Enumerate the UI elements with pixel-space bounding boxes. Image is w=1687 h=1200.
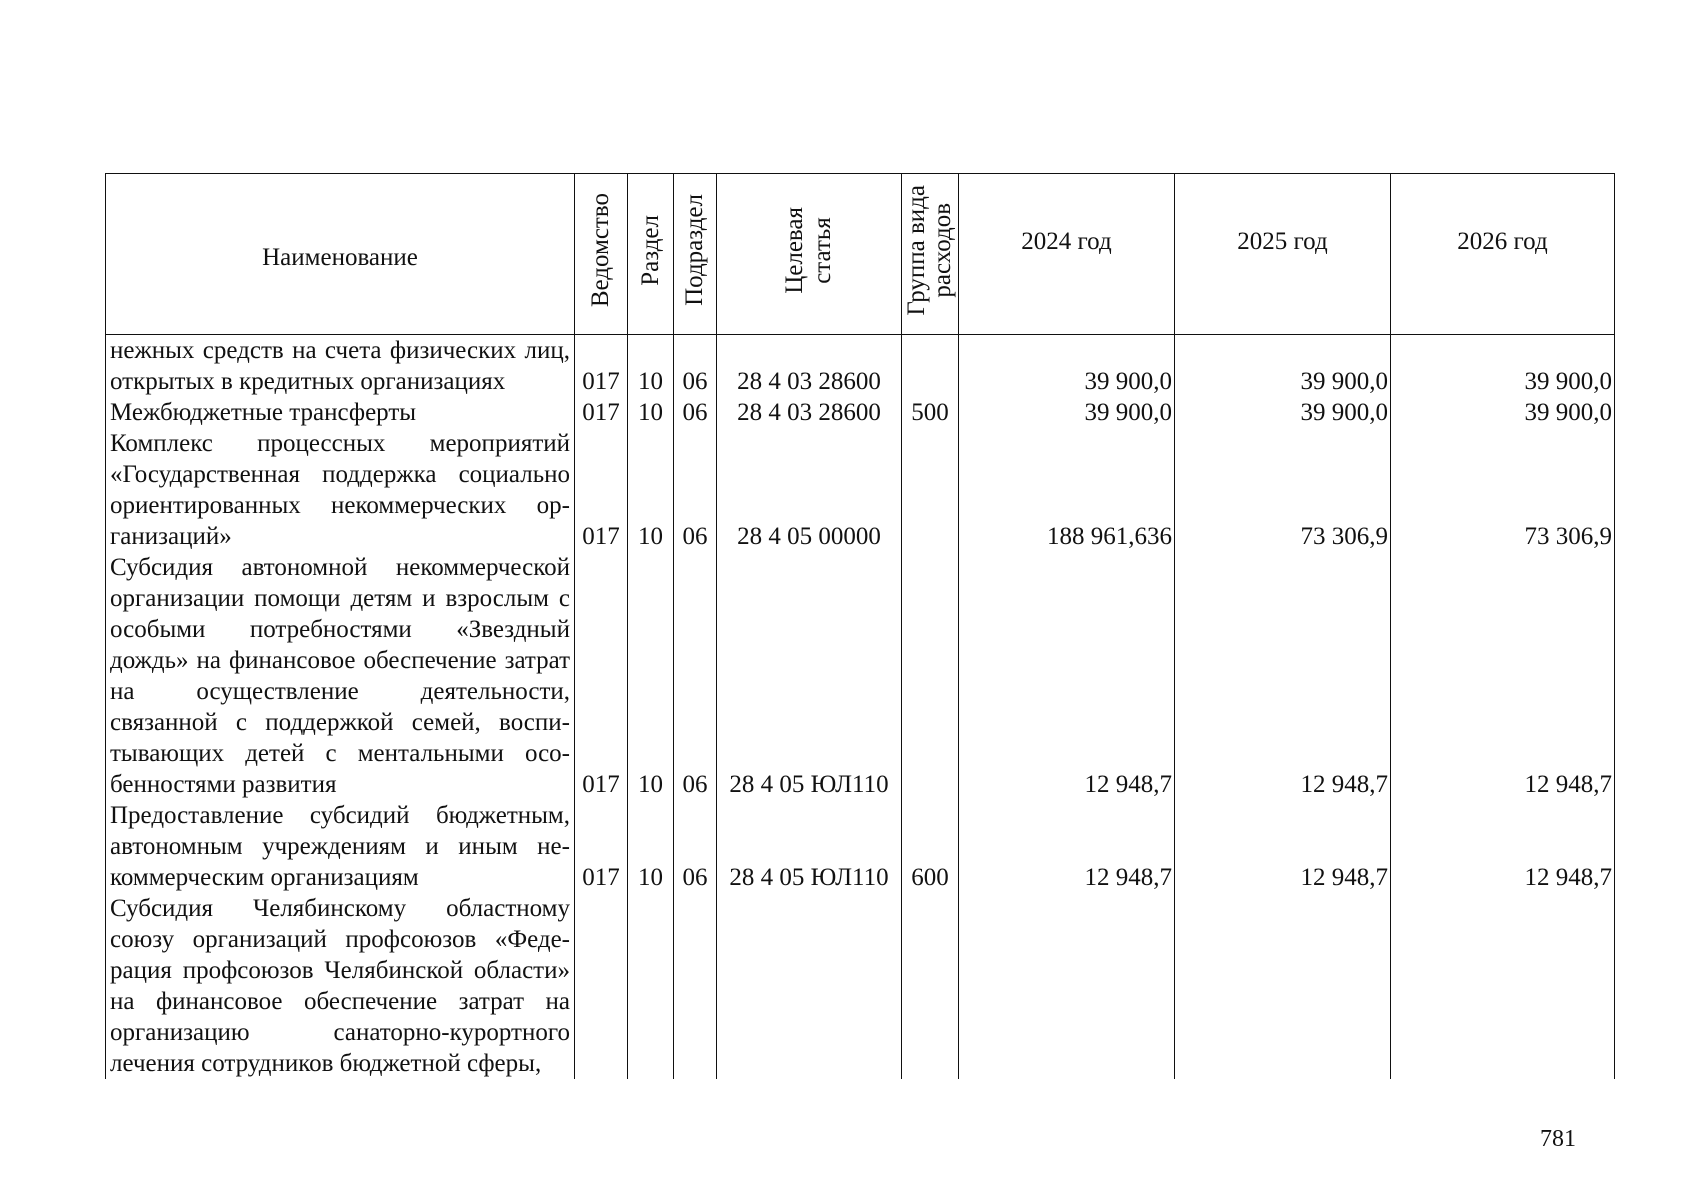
table-row xyxy=(106,335,1615,398)
row-name: Комплекс процессных мероприятий «Государственная поддержка социально ориентированных некоммерческих организаций» xyxy=(106,428,575,552)
table-row xyxy=(106,552,1615,800)
row-razdel: 10 xyxy=(628,397,674,428)
row-name: Субсидия автономной некоммерческой организации помощи детям и взрослым с особыми потребностями «Звездный дождь» на финансовое обеспечение затрат на осуществление деятельности, связанной с поддержкой семей, воспитывающих детей с ментальными особенностями развития xyxy=(106,552,575,800)
row-razdel: 10 xyxy=(628,335,674,398)
budget-table xyxy=(105,173,1615,1079)
row-gruppa: 500 xyxy=(902,397,959,428)
header-gruppa-line1: Группа вида xyxy=(903,184,930,316)
header-name: Наименование xyxy=(106,174,575,335)
row-celevaya: 28 4 05 ЮЛ110 xyxy=(717,800,902,893)
row-podrazdel: 06 xyxy=(674,552,717,800)
header-razdel: Раздел xyxy=(628,174,674,335)
row-podrazdel: 06 xyxy=(674,800,717,893)
row-2025: 39 900,0 xyxy=(1175,335,1391,398)
row-2025 xyxy=(1175,893,1391,1079)
row-2026 xyxy=(1391,893,1615,1079)
row-2025: 39 900,0 xyxy=(1175,397,1391,428)
row-name: Межбюджетные трансферты xyxy=(106,397,575,428)
row-gruppa xyxy=(902,893,959,1079)
header-2024: 2024 год xyxy=(959,174,1175,335)
row-celevaya: 28 4 05 00000 xyxy=(717,428,902,552)
row-celevaya: 28 4 05 ЮЛ110 xyxy=(717,552,902,800)
row-vedomstvo: 017 xyxy=(575,800,628,893)
row-2025: 12 948,7 xyxy=(1175,800,1391,893)
row-podrazdel: 06 xyxy=(674,397,717,428)
row-name: нежных средств на счета физических лиц, открытых в кредитных организациях xyxy=(106,335,575,398)
row-2026: 39 900,0 xyxy=(1391,335,1615,398)
row-2024: 12 948,7 xyxy=(959,552,1175,800)
row-podrazdel xyxy=(674,893,717,1079)
row-name: Предоставление субсидий бюджетным, автономным учреждениям и иным некоммерческим организациям xyxy=(106,800,575,893)
row-gruppa: 600 xyxy=(902,800,959,893)
row-2025: 73 306,9 xyxy=(1175,428,1391,552)
row-vedomstvo: 017 xyxy=(575,397,628,428)
row-gruppa xyxy=(902,335,959,398)
header-podrazdel: Подраздел xyxy=(674,174,717,335)
row-podrazdel: 06 xyxy=(674,335,717,398)
table-row xyxy=(106,397,1615,428)
row-gruppa xyxy=(902,428,959,552)
row-2024: 39 900,0 xyxy=(959,335,1175,398)
page-number: 781 xyxy=(1540,1126,1576,1152)
header-vedomstvo: Ведомство xyxy=(575,174,628,335)
row-razdel: 10 xyxy=(628,428,674,552)
header-celevaya-line1: Целевая xyxy=(781,206,808,294)
row-2024: 188 961,636 xyxy=(959,428,1175,552)
row-gruppa xyxy=(902,552,959,800)
header-gruppa-line2: расходов xyxy=(929,202,956,298)
row-2024 xyxy=(959,893,1175,1079)
row-vedomstvo xyxy=(575,893,628,1079)
row-2024: 39 900,0 xyxy=(959,397,1175,428)
row-vedomstvo: 017 xyxy=(575,552,628,800)
row-vedomstvo: 017 xyxy=(575,335,628,398)
row-celevaya: 28 4 03 28600 xyxy=(717,335,902,398)
row-celevaya xyxy=(717,893,902,1079)
row-vedomstvo: 017 xyxy=(575,428,628,552)
row-name: Субсидия Челябинскому областному союзу организаций профсоюзов «Федерация профсоюзов Челябинской области» на финансовое обеспечение затрат на организацию санаторно-курортного лечения сотрудников бюджетной сферы, xyxy=(106,893,575,1079)
header-2026: 2026 год xyxy=(1391,174,1615,335)
row-2024: 12 948,7 xyxy=(959,800,1175,893)
header-gruppa xyxy=(902,174,959,335)
row-podrazdel: 06 xyxy=(674,428,717,552)
row-razdel: 10 xyxy=(628,552,674,800)
header-celevaya xyxy=(717,174,902,335)
row-2026: 12 948,7 xyxy=(1391,552,1615,800)
table-row xyxy=(106,800,1615,893)
row-2026: 12 948,7 xyxy=(1391,800,1615,893)
table-header-row xyxy=(106,174,1615,335)
row-2026: 73 306,9 xyxy=(1391,428,1615,552)
header-celevaya-line2: статья xyxy=(809,216,836,284)
row-razdel: 10 xyxy=(628,800,674,893)
row-2025: 12 948,7 xyxy=(1175,552,1391,800)
row-2026: 39 900,0 xyxy=(1391,397,1615,428)
header-2025: 2025 год xyxy=(1175,174,1391,335)
table-row xyxy=(106,893,1615,1079)
row-celevaya: 28 4 03 28600 xyxy=(717,397,902,428)
table-row xyxy=(106,428,1615,552)
row-razdel xyxy=(628,893,674,1079)
